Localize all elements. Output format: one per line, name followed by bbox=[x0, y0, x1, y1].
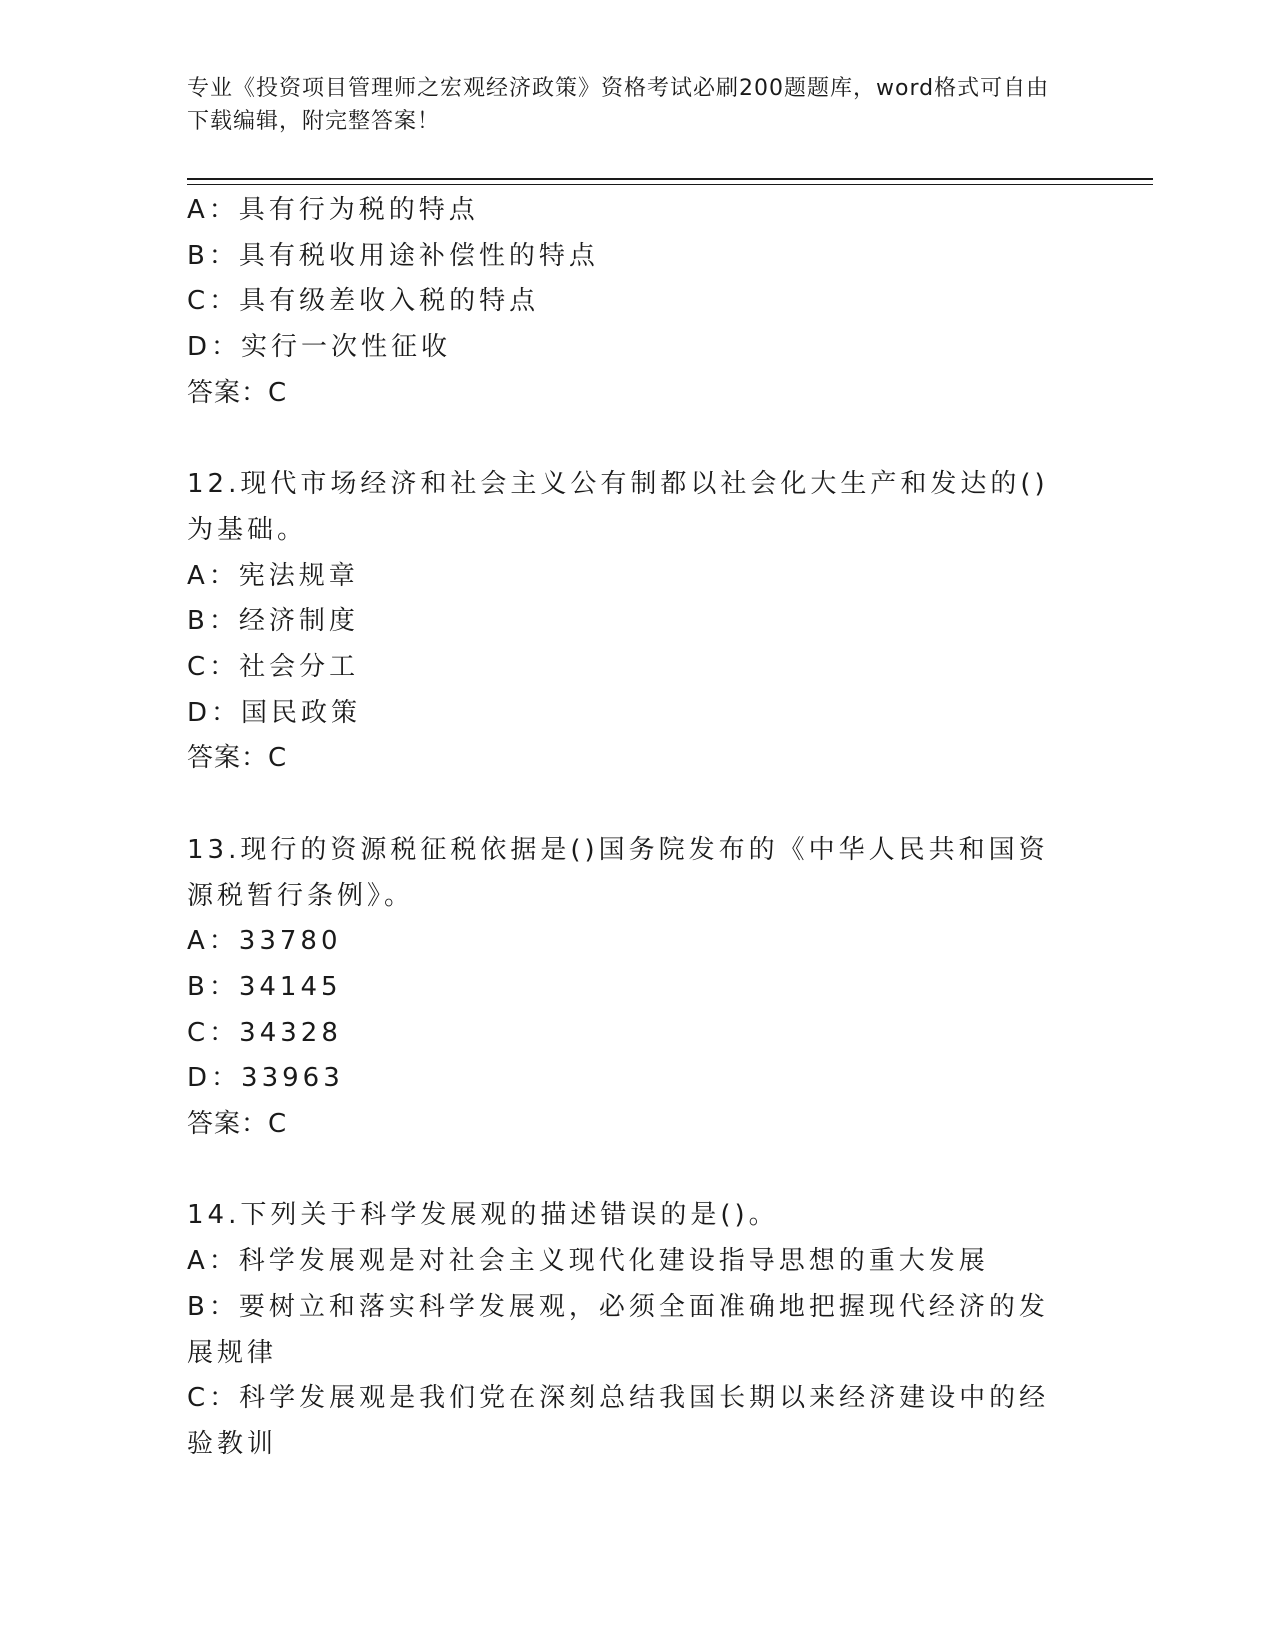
question-block-14 bbox=[187, 1193, 1067, 1467]
question-text: 12.现代市场经济和社会主义公有制都以社会化大生产和发达的()为基础。 bbox=[187, 469, 1049, 545]
option-d: D：实行一次性征收 bbox=[187, 332, 452, 363]
document-header: 专业《投资项目管理师之宏观经济政策》资格考试必刷200题题库，word格式可自由下载编辑，附完整答案！ bbox=[187, 76, 1050, 134]
question-block-12 bbox=[187, 462, 1067, 782]
header-divider-thick bbox=[187, 178, 1153, 180]
answer-line: 答案：C bbox=[187, 743, 288, 774]
option-b: B：34145 bbox=[187, 971, 342, 1002]
option-a: A：33780 bbox=[187, 926, 342, 957]
option-b: B：要树立和落实科学发展观，必须全面准确地把握现代经济的发展规律 bbox=[187, 1291, 1049, 1368]
question-block-11 bbox=[187, 188, 1067, 417]
answer-line: 答案：C bbox=[187, 377, 288, 408]
option-d: D：国民政策 bbox=[187, 697, 362, 728]
option-c: C：34328 bbox=[187, 1017, 342, 1048]
question-text: 13.现行的资源税征税依据是()国务院发布的《中华人民共和国资源税暂行条例》。 bbox=[187, 834, 1049, 911]
option-a: A：宪法规章 bbox=[187, 560, 359, 591]
option-d: D：33963 bbox=[187, 1063, 344, 1094]
option-c: C：社会分工 bbox=[187, 652, 360, 683]
question-block-13 bbox=[187, 828, 1067, 1148]
answer-line: 答案：C bbox=[187, 1109, 288, 1140]
option-a: A：科学发展观是对社会主义现代化建设指导思想的重大发展 bbox=[187, 1246, 989, 1277]
option-c: C：具有级差收入税的特点 bbox=[187, 286, 540, 317]
option-a: A：具有行为税的特点 bbox=[187, 195, 479, 225]
option-b: B：具有税收用途补偿性的特点 bbox=[187, 240, 599, 271]
option-c: C：科学发展观是我们党在深刻总结我国长期以来经济建设中的经验教训 bbox=[187, 1383, 1050, 1459]
header-divider-thin bbox=[187, 184, 1153, 185]
option-b: B：经济制度 bbox=[187, 606, 359, 637]
question-text: 14.下列关于科学发展观的描述错误的是()。 bbox=[187, 1200, 779, 1231]
question-content bbox=[187, 188, 1067, 1468]
